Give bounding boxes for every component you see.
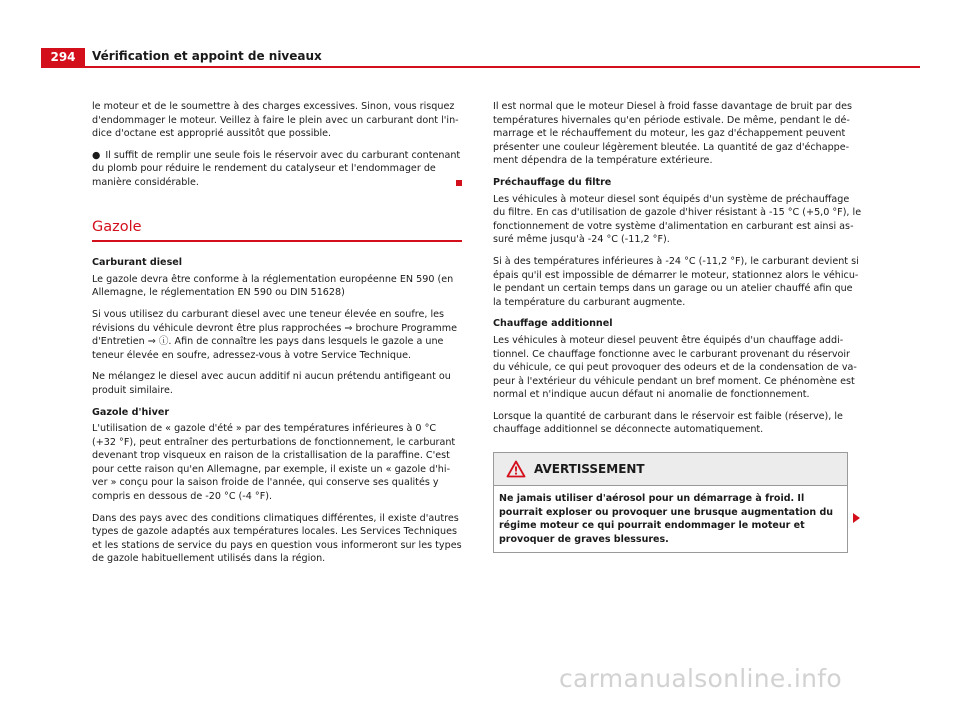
warning-title: AVERTISSEMENT bbox=[534, 462, 645, 476]
continue-arrow-icon bbox=[853, 513, 860, 523]
warning-text: Ne jamais utiliser d'aérosol pour un démarrage à froid. Il pourrait exploser ou provoquer une brusque augmentation du régime moteur ce qui pourrait endommager le moteur et provoquer de graves blessures. bbox=[499, 493, 834, 545]
paragraph: Lorsque la quantité de carburant dans le réservoir est faible (réserve), le chauffage additionnel se déconnecte automatiquement. bbox=[493, 410, 843, 436]
paragraph: L'utilisation de « gazole d'été » par des températures inférieures à 0 °C (+32 °F), peut entraîner des perturbations de fonctionnement, le carburant devenant trop visqueux en raison de la cristallisation de la paraffine. C'est pour cette raison qu'en Allemagne, par exemple, il existe un « gazole d'hiver » conçu pour la saison froide de l'année, qui conserve ses qualités y compris en dessous de -20 °C (-4 °F). bbox=[92, 423, 456, 503]
left-column bbox=[92, 100, 462, 574]
warning-box bbox=[493, 452, 848, 553]
bullet-icon: ● bbox=[92, 149, 101, 161]
page-title: Vérification et appoint de niveaux bbox=[92, 49, 322, 63]
subheading-prechauffage: Préchauffage du filtre bbox=[493, 176, 612, 188]
svg-text:!: ! bbox=[513, 464, 519, 478]
paragraph: Les véhicules à moteur diesel sont équipés d'un système de préchauffage du filtre. En cas d'utilisation de gazole d'hiver résistant à -15 °C (+5,0 °F), le fonctionnement de votre système d'alimentation en carburant est ainsi assuré même jusqu'à -24 °C (-11,2 °F). bbox=[493, 193, 862, 246]
right-column bbox=[493, 100, 863, 445]
section-heading-gazole: Gazole bbox=[92, 221, 462, 243]
intro-paragraph: le moteur et de le soumettre à des charges excessives. Sinon, vous risquez d'endommager le moteur. Veillez à faire le plein avec un carburant dont l'indice d'octane est approprié aussitôt que possible. bbox=[92, 101, 459, 140]
paragraph: Ne mélangez le diesel avec aucun additif ni aucun prétendu antifigeant ou produit similaire. bbox=[92, 371, 451, 396]
paragraph: Il est normal que le moteur Diesel à froid fasse davantage de bruit par des températures hivernales qu'en période estivale. De même, pendant le démarrage et le réchauffement du moteur, les gaz d'échappement peuvent présenter une couleur légèrement bleutée. La quantité de gaz d'échappement dépendra de la température extérieure. bbox=[493, 101, 852, 167]
subheading-gazole-hiver: Gazole d'hiver bbox=[92, 406, 170, 418]
warning-triangle-icon bbox=[506, 460, 526, 478]
paragraph: Si vous utilisez du carburant diesel avec une teneur élevée en soufre, les révisions du véhicule devront être plus rapprochées ⇒ brochure Programme d'Entretien ⇒ ⓘ. Afin de connaître les pays dans lesquels le gazole a une teneur élevée en soufre, adressez-vous à votre Service Technique. bbox=[92, 308, 457, 361]
section-end-icon bbox=[456, 180, 462, 186]
bullet-item bbox=[92, 149, 462, 190]
page-number: 294 bbox=[41, 48, 85, 67]
paragraph: Les véhicules à moteur diesel peuvent être équipés d'un chauffage additionnel. Ce chauffage fonctionne avec le carburant provenant du réservoir du véhicule, ce qui peut provoquer des odeurs et de la condensation de vapeur à l'extérieur du véhicule pendant un bref moment. Ce phénomène est normal et n'indique aucun défaut ni anomalie de fonctionnement. bbox=[493, 334, 857, 401]
bullet-text: Il suffit de remplir une seule fois le réservoir avec du carburant contenant du plomb pour réduire le rendement du catalyseur et l'endommager de manière considérable. bbox=[92, 149, 461, 188]
paragraph: Si à des températures inférieures à -24 °C (-11,2 °F), le carburant devient si épais qu'il est impossible de démarrer le moteur, stationnez alors le véhicule pendant un certain temps dans un garage ou un atelier chauffé afin que la température du carburant augmente. bbox=[493, 255, 859, 308]
paragraph: Dans des pays avec des conditions climatiques différentes, il existe d'autres types de gazole adaptés aux températures locales. Les Services Techniques et les stations de service du pays en question vous informeront sur les types de gazole habituellement utilisés dans la région. bbox=[92, 512, 462, 565]
watermark: carmanualsonline.info bbox=[559, 664, 842, 693]
subheading-carburant-diesel: Carburant diesel bbox=[92, 257, 183, 269]
header-divider bbox=[41, 66, 920, 68]
warning-header bbox=[494, 453, 847, 486]
paragraph: Le gazole devra être conforme à la réglementation européenne EN 590 (en Allemagne, le réglementation EN 590 ou DIN 51628) bbox=[92, 273, 454, 299]
subheading-chauffage-additionnel: Chauffage additionnel bbox=[493, 318, 613, 330]
